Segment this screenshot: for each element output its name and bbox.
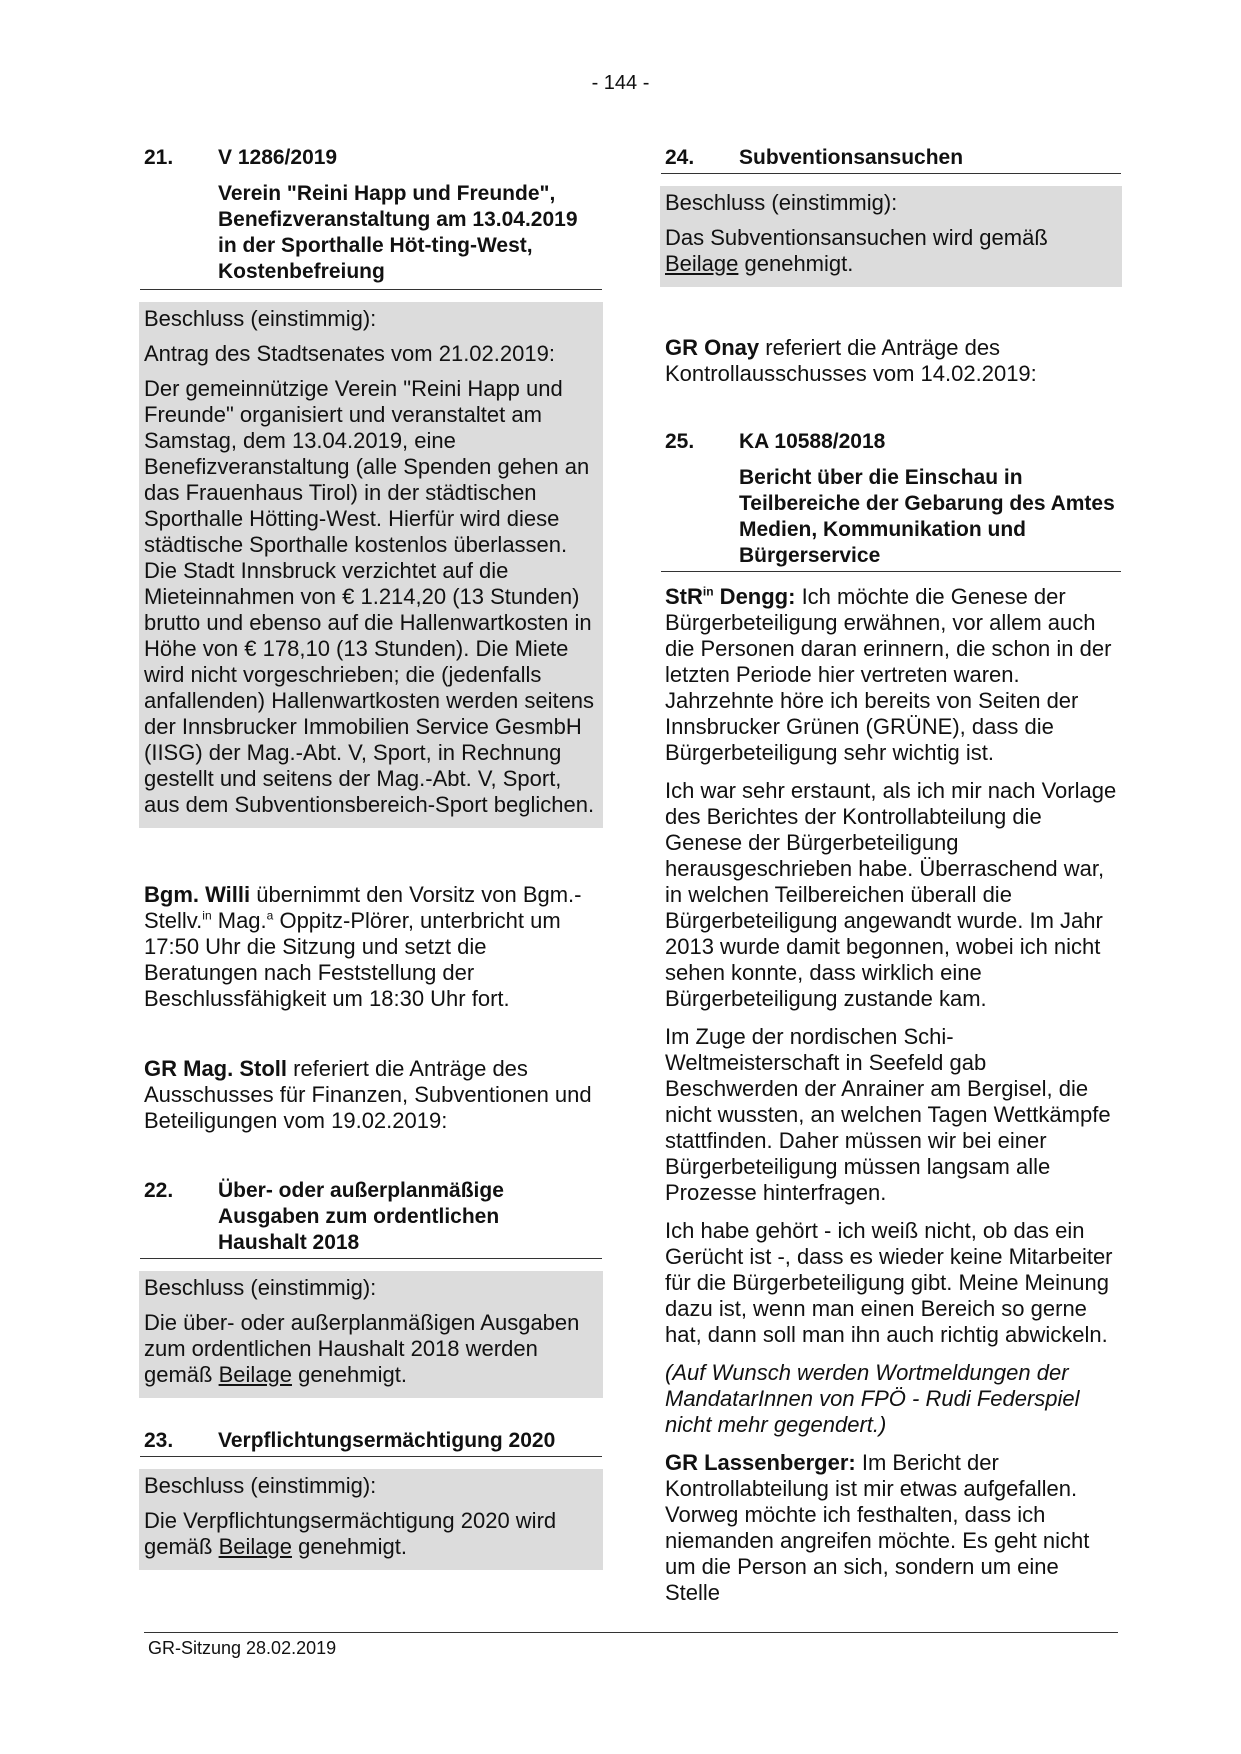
item-23-body (144, 1508, 598, 1560)
item-23-attachment-link[interactable]: Beilage (218, 1534, 292, 1559)
onay-paragraph (665, 335, 1117, 387)
speaker-name: GR Mag. Stoll (144, 1056, 287, 1081)
onay-text: referiert die Anträge des Kontrollausschusses vom 14.02.2019: (665, 335, 1037, 386)
item-22 (144, 1178, 598, 1398)
right-column (665, 145, 1117, 1606)
dengg-speech (665, 584, 1117, 1438)
item-22-body-text: Die über- oder außerplanmäßigen Ausgaben zum ordentlichen Haushalt 2018 werden gemäß (144, 1310, 580, 1387)
willi-sup-1: in (202, 908, 212, 923)
speaker-name (665, 584, 795, 609)
item-25-title: Bericht über die Einschau in Teilbereiche der Gebarung des Amtes Medien, Kommunikation und Bürgerservice (739, 466, 1115, 567)
dengg-paragraph-1 (665, 584, 1117, 766)
dengg-paragraph-4: Ich habe gehört - ich weiß nicht, ob das ein Gerücht ist -, dass es wieder keine Mitarbeiter für die Bürgerbeteiligung gibt. Meine Meinung dazu ist, wenn man einen Bereich so gerne hat, dann soll man ihn auch richtig abwickeln. (665, 1218, 1113, 1347)
item-24-heading (665, 145, 1117, 171)
item-22-body (144, 1310, 598, 1388)
item-23-title: Verpflichtungsermächtigung 2020 (218, 1429, 556, 1452)
willi-text-3: Oppitz-Plörer, unterbricht um 17:50 Uhr die Sitzung und setzt die Beratungen nach Feststellung der Beschlussfähigkeit um 18:30 Uhr fort. (144, 908, 561, 1011)
item-21-title: Verein "Reini Happ und Freunde", Benefizveranstaltung am 13.04.2019 in der Sporthalle Höt-ting-West, Kostenbefreiung (218, 182, 578, 283)
item-25 (665, 429, 1117, 572)
page-number: - 144 - (591, 72, 650, 94)
item-24-decision-box (660, 186, 1122, 287)
item-24 (665, 145, 1117, 287)
item-23-body-tail: genehmigt. (291, 1534, 407, 1559)
item-23-decision-box (139, 1469, 603, 1570)
item-23-number: 23. (144, 1429, 174, 1452)
item-23-heading (144, 1428, 598, 1454)
item-24-body-text: Das Subventionsansuchen wird gemäß (665, 225, 1048, 250)
item-21-heading (144, 145, 598, 171)
item-21-decision-label: Beschluss (einstimmig): (144, 306, 377, 331)
item-24-title: Subventionsansuchen (739, 146, 964, 169)
item-21 (144, 145, 598, 828)
divider (661, 173, 1121, 174)
footer-text: GR-Sitzung 28.02.2019 (148, 1638, 337, 1658)
dengg-name: StR (665, 584, 703, 609)
speaker-name: Bgm. Willi (144, 882, 251, 907)
speaker-name: GR Onay (665, 335, 760, 360)
divider (661, 571, 1121, 572)
item-24-decision-label: Beschluss (einstimmig): (665, 190, 898, 215)
item-21-body: Der gemeinnützige Verein "Reini Happ und Freunde" organisiert und veranstaltet am Samstag, dem 13.04.2019, eine Benefizveranstaltung (alle Spenden gehen an das Frauenhaus Tirol) in der städtischen Sporthalle Hötting-West. Hierfür wird diese städtische Sporthalle kostenlos überlassen. Die Stadt Innsbruck verzichtet auf die Mieteinnahmen von € 1.214,20 (13 Stunden) brutto und ebenso auf die Hallenwartkosten in Höhe von € 178,10 (13 Stunden). Die Miete wird nicht vorgeschrieben; die (jedenfalls anfallenden) Hallenwartkosten werden seitens der Innsbrucker Immobilien Service GesmbH (IISG) der Mag.-Abt. V, Sport, in Rechnung gestellt und seitens der Mag.-Abt. V, Sport, aus dem Subventionsbereich-Sport beglichen. (144, 376, 595, 817)
dengg-name-2: Dengg: (713, 584, 796, 609)
dengg-paragraph-3: Im Zuge der nordischen Schi-Weltmeisterschaft in Seefeld gab Beschwerden der Anrainer am Bergisel, die nicht wussten, an welchen Tagen Wettkämpfe stattfinden. Daher müssen wir bei einer Bürgerbeteiligung müssen langsam alle Prozesse hinterfragen. (665, 1024, 1111, 1205)
item-21-motion: Antrag des Stadtsenates vom 21.02.2019: (144, 341, 555, 366)
speaker-name: GR Lassenberger: (665, 1450, 856, 1475)
item-21-decision-box (139, 302, 603, 828)
lassenberger-paragraph (665, 1450, 1117, 1606)
item-25-reference: KA 10588/2018 (739, 430, 886, 453)
editorial-note: (Auf Wunsch werden Wortmeldungen der MandatarInnen von FPÖ - Rudi Federspiel nicht mehr gegendert.) (665, 1360, 1080, 1437)
dengg-text-1: Ich möchte die Genese der Bürgerbeteiligung erwähnen, vor allem auch die Personen daran erinnern, die schon in der letzten Periode hier vertreten waren. Jahrzehnte höre ich bereits von Seiten der Innsbrucker Grünen (GRÜNE), dass die Bürgerbeteiligung sehr wichtig ist. (665, 584, 1112, 765)
left-column (144, 145, 598, 1570)
dengg-sup: in (702, 584, 714, 599)
item-24-body (665, 225, 1117, 277)
item-22-title: Über- oder außerplanmäßige Ausgaben zum ordentlichen Haushalt 2018 (218, 1179, 504, 1254)
item-22-decision-box (139, 1271, 603, 1398)
item-24-attachment-link[interactable]: Beilage (665, 251, 739, 276)
stoll-paragraph (144, 1056, 598, 1134)
divider (140, 1456, 602, 1457)
item-25-number: 25. (665, 430, 695, 453)
dengg-paragraph-2: Ich war sehr erstaunt, als ich mir nach Vorlage des Berichtes der Kontrollabteilung die Genese der Bürgerbeteiligung herausgeschrieben habe. Überraschend war, in welchen Teilbereichen überall die Bürgerbeteiligung angewandt wurde. Im Jahr 2013 wurde damit begonnen, wobei ich nicht sehen konnte, dass wirklich eine Bürgerbeteiligung zustande kam. (665, 778, 1117, 1011)
item-24-body-tail: genehmigt. (738, 251, 854, 276)
item-23 (144, 1428, 598, 1570)
willi-paragraph (144, 882, 598, 1012)
item-22-heading (144, 1178, 598, 1256)
divider (140, 1258, 602, 1259)
willi-text-2: Mag. (211, 908, 267, 933)
item-24-number: 24. (665, 146, 695, 169)
item-22-attachment-link[interactable]: Beilage (218, 1362, 292, 1387)
item-22-decision-label: Beschluss (einstimmig): (144, 1275, 377, 1300)
item-21-number: 21. (144, 146, 174, 169)
willi-text-1: übernimmt den Vorsitz von Bgm.-Stellv. (144, 882, 582, 933)
stoll-text: referiert die Anträge des Ausschusses für Finanzen, Subventionen und Beteiligungen vom 19.02.2019: (144, 1056, 592, 1133)
willi-sup-2: a (266, 908, 274, 923)
item-22-body-tail: genehmigt. (291, 1362, 407, 1387)
item-23-decision-label: Beschluss (einstimmig): (144, 1473, 377, 1498)
item-23-body-text: Die Verpflichtungsermächtigung 2020 wird gemäß (144, 1508, 557, 1559)
lassenberger-text: Im Bericht der Kontrollabteilung ist mir etwas aufgefallen. Vorweg möchte ich festhalten, dass ich niemanden angreifen möchte. Es geht nicht um die Person an sich, sondern um eine Stelle (665, 1450, 1090, 1605)
footer-divider (144, 1632, 1118, 1633)
divider (140, 289, 602, 290)
item-21-reference: V 1286/2019 (218, 146, 338, 169)
item-25-heading (665, 429, 1117, 455)
item-22-number: 22. (144, 1179, 174, 1202)
